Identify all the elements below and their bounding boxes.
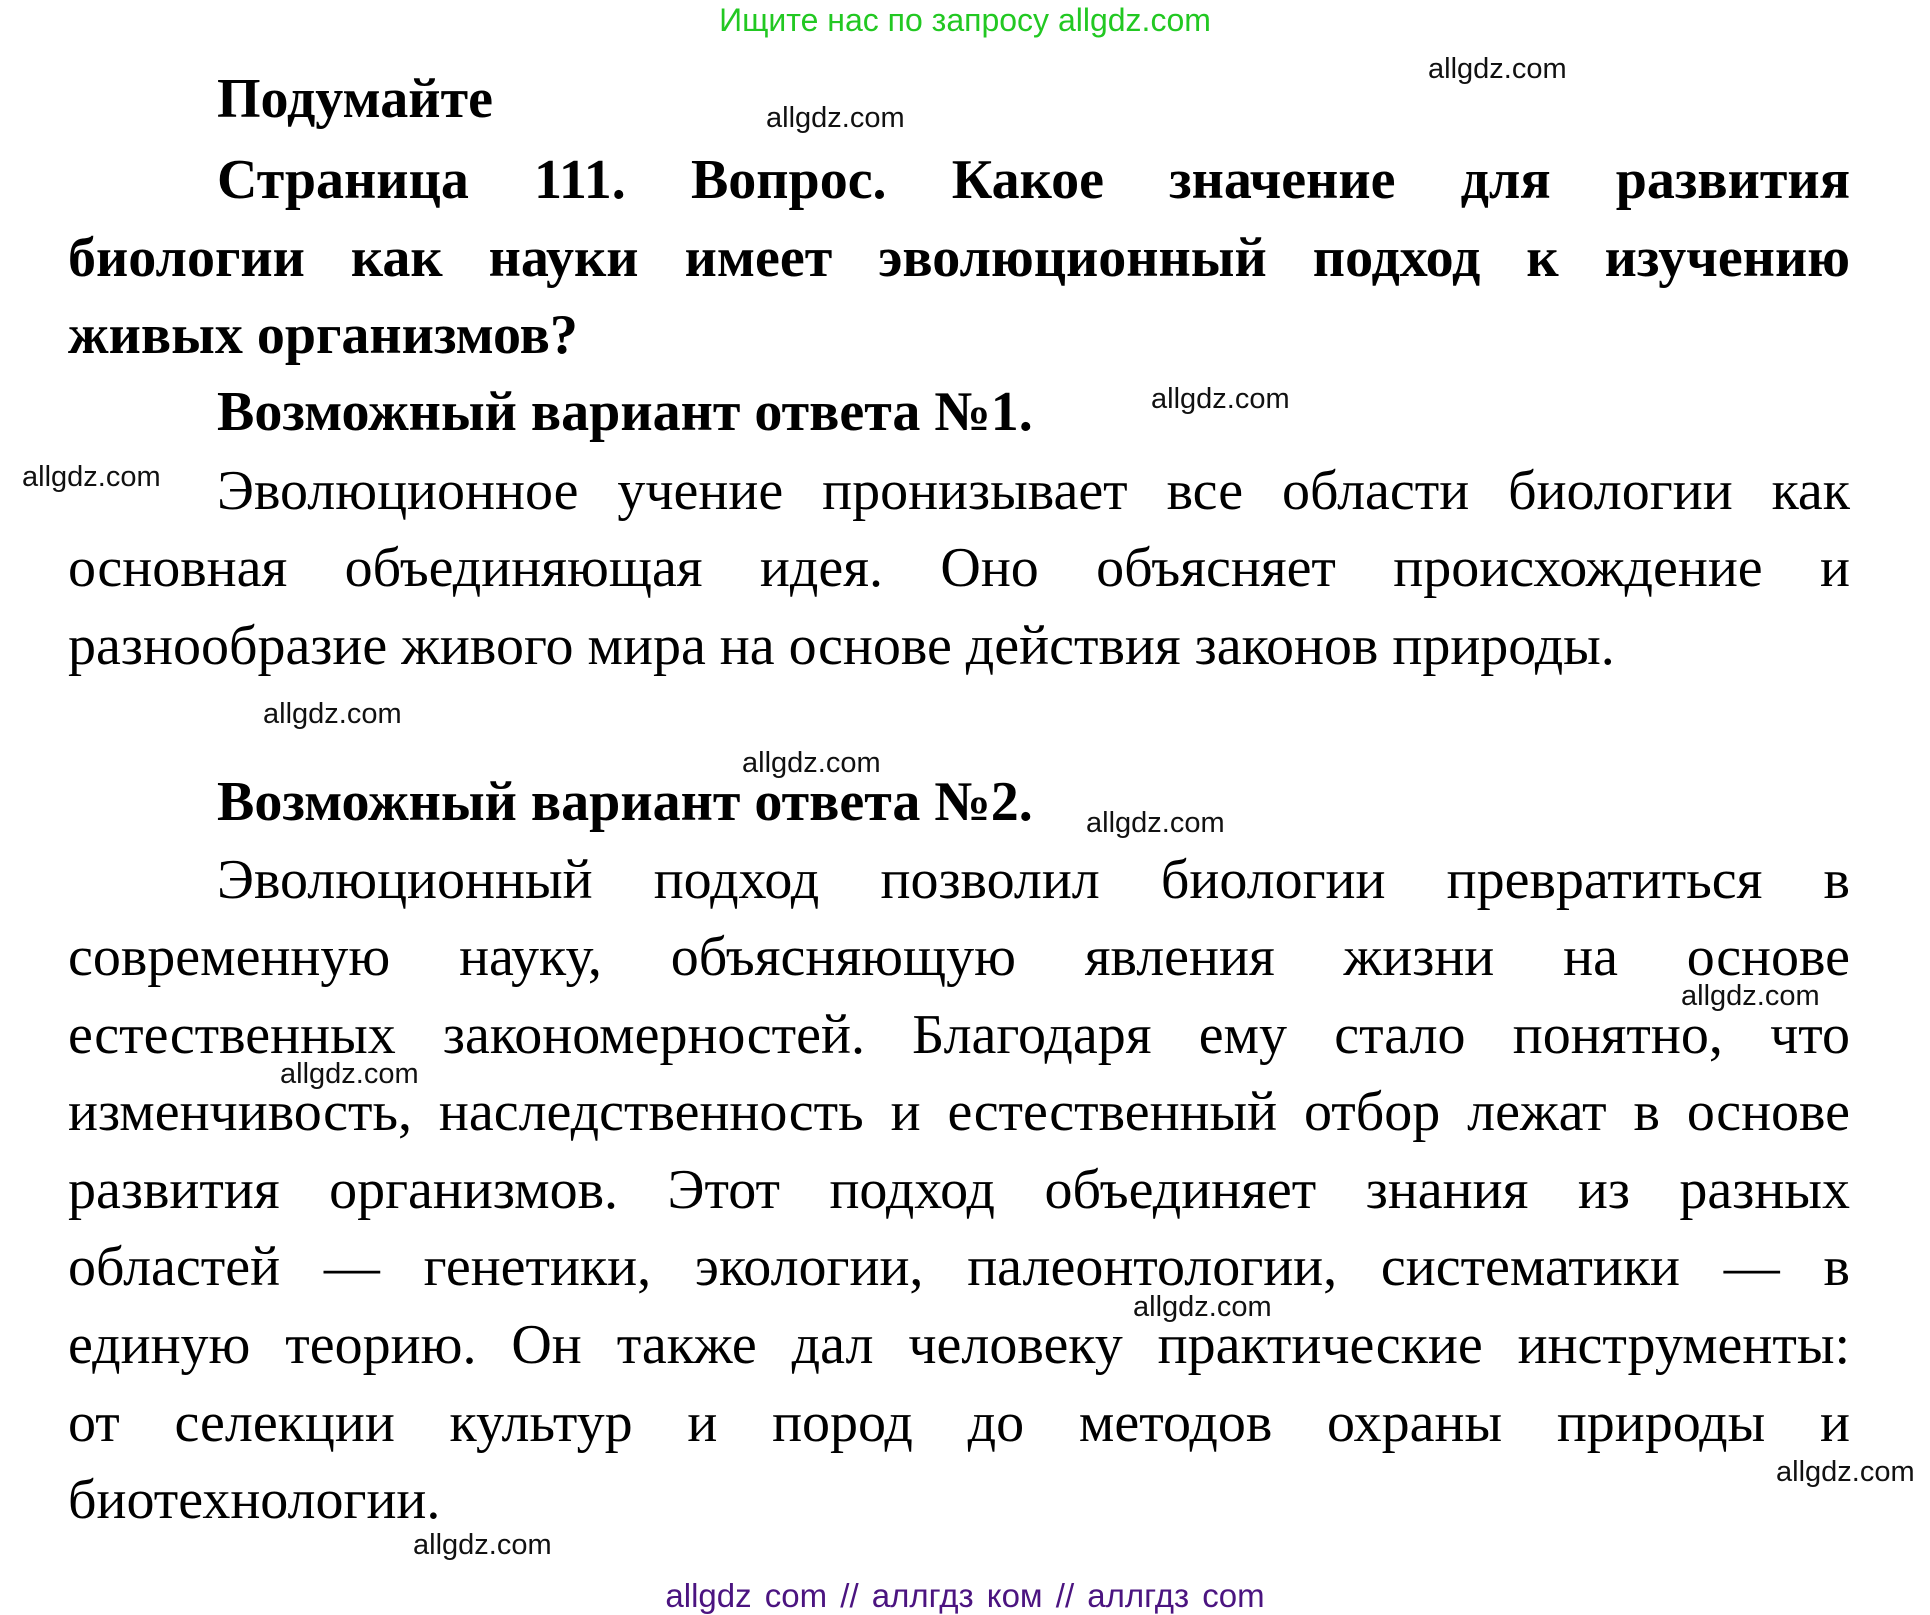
top-banner: Ищите нас по запросу allgdz.com	[719, 2, 1211, 38]
answer-line: биотехнологии.	[68, 1469, 441, 1531]
watermark: allgdz.com	[263, 698, 402, 730]
answer-line: Эволюционный подход позволил биологии превратиться в	[217, 849, 1850, 911]
watermark: allgdz.com	[280, 1058, 419, 1090]
answer-line: единую теорию. Он также дал человеку практические инструменты:	[68, 1314, 1850, 1376]
question-line: живых организмов?	[68, 304, 578, 366]
answer-line: современную науку, объясняющую явления жизни на основе	[68, 926, 1850, 988]
watermark: allgdz.com	[1776, 1456, 1915, 1488]
watermark: allgdz.com	[1133, 1291, 1272, 1323]
answer-line: Эволюционное учение пронизывает все области биологии как	[217, 460, 1850, 522]
watermark: allgdz.com	[766, 102, 905, 134]
section-title: Подумайте	[217, 68, 493, 130]
answer-line: от селекции культур и пород до методов охраны природы и	[68, 1392, 1850, 1454]
answer-line: изменчивость, наследственность и естественный отбор лежат в основе	[68, 1081, 1850, 1143]
watermark: allgdz.com	[742, 747, 881, 779]
answer-heading: Возможный вариант ответа №1.	[217, 381, 1033, 443]
answer-line: разнообразие живого мира на основе действия законов природы.	[68, 615, 1615, 677]
watermark: allgdz.com	[1151, 383, 1290, 415]
watermark: allgdz.com	[413, 1529, 552, 1561]
watermark: allgdz.com	[22, 461, 161, 493]
watermark: allgdz.com	[1086, 807, 1225, 839]
answer-line: областей — генетики, экологии, палеонтологии, систематики — в	[68, 1236, 1850, 1298]
watermark: allgdz.com	[1681, 980, 1820, 1012]
answer-line: развития организмов. Этот подход объединяет знания из разных	[68, 1159, 1850, 1221]
answer-heading: Возможный вариант ответа №2.	[217, 771, 1033, 833]
answer-line: основная объединяющая идея. Оно объясняет происхождение и	[68, 537, 1850, 599]
question-line: биологии как науки имеет эволюционный подход к изучению	[68, 227, 1850, 289]
footer-watermark: allgdz com // аллгдз ком // аллгдз com	[665, 1577, 1265, 1614]
answer-line: естественных закономерностей. Благодаря ему стало понятно, что	[68, 1004, 1850, 1066]
question-line: Страница 111. Вопрос. Какое значение для развития	[217, 149, 1850, 211]
watermark: allgdz.com	[1428, 53, 1567, 85]
